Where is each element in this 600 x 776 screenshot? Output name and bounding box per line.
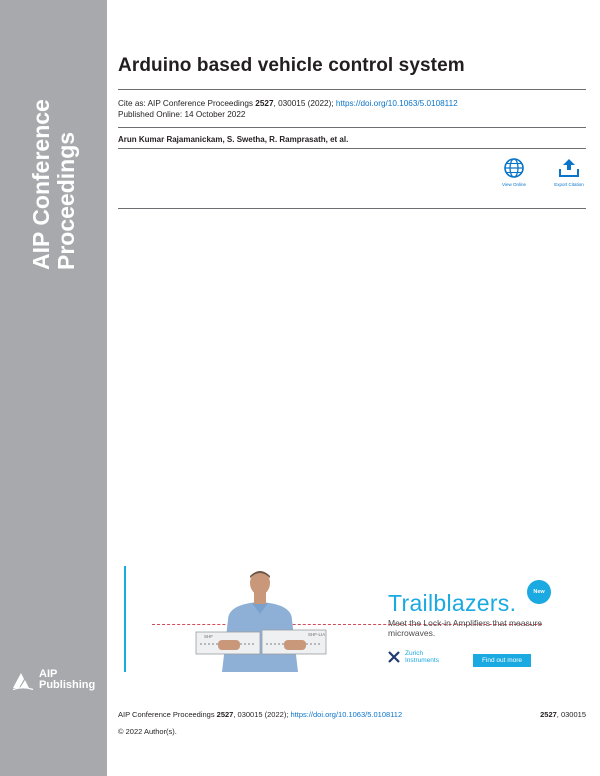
cite-prefix: Cite as: AIP Conference Proceedings (118, 99, 256, 108)
zurich-brand (388, 650, 439, 664)
publisher-line2: Publishing (39, 679, 96, 691)
instrument-label-right: SHF-LIA (308, 632, 326, 637)
instrument-label-left: SHF (204, 634, 213, 639)
publisher-logo[interactable] (11, 669, 95, 691)
footer-cite-middle: , 030015 (2022); (233, 710, 291, 719)
footer-doi-link[interactable]: https://doi.org/10.1063/5.0108112 (290, 710, 403, 719)
cite-volume: 2527 (255, 99, 274, 108)
publisher-line1: AIP (39, 668, 58, 680)
author-list: Arun Kumar Rajamanickam, S. Swetha, R. Ramprasath, et al. (118, 135, 349, 144)
export-citation-button[interactable] (544, 157, 594, 187)
divider (118, 208, 586, 209)
view-online-label: View Online (502, 182, 526, 187)
globe-icon (503, 157, 525, 179)
journal-name-line1: AIP Conference (28, 99, 54, 270)
journal-name-line2: Proceedings (53, 131, 79, 270)
divider (118, 148, 586, 149)
advertisement-banner[interactable] (122, 566, 560, 672)
brand-line2: Instruments (405, 657, 439, 664)
footer-volume: 2527 (216, 710, 234, 719)
footer-article-number (540, 710, 586, 719)
ad-headline: Trailblazers. (388, 590, 517, 616)
cite-line (118, 98, 458, 109)
view-online-button[interactable] (489, 157, 539, 187)
footer-right-volume: 2527 (540, 710, 557, 719)
ad-person-image (188, 570, 338, 672)
journal-name (29, 10, 79, 270)
published-date: Published Online: 14 October 2022 (118, 110, 246, 119)
citation-block (118, 98, 458, 120)
zurich-logo-icon (388, 651, 400, 663)
ad-tagline: Meet the Lock-in Amplifiers that measure microwaves. (388, 618, 543, 638)
article-title: Arduino based vehicle control system (118, 55, 465, 76)
find-out-more-button[interactable]: Find out more (473, 654, 531, 667)
new-badge: New (527, 580, 551, 604)
brand-line1: Zurich (405, 650, 424, 657)
doi-link[interactable]: https://doi.org/10.1063/5.0108112 (335, 99, 458, 108)
ad-accent-line (124, 566, 126, 672)
cite-middle: , 030015 (2022); (273, 99, 336, 108)
footer-right-article: , 030015 (556, 710, 586, 719)
copyright-notice: © 2022 Author(s). (118, 727, 177, 736)
export-citation-label: Export Citation (554, 182, 584, 187)
journal-sidebar (0, 0, 107, 776)
footer-cite-prefix: AIP Conference Proceedings (118, 710, 217, 719)
divider (118, 127, 586, 128)
footer-citation (118, 710, 402, 719)
aip-logo-icon (11, 669, 37, 691)
export-icon (558, 157, 580, 179)
divider (118, 89, 586, 90)
